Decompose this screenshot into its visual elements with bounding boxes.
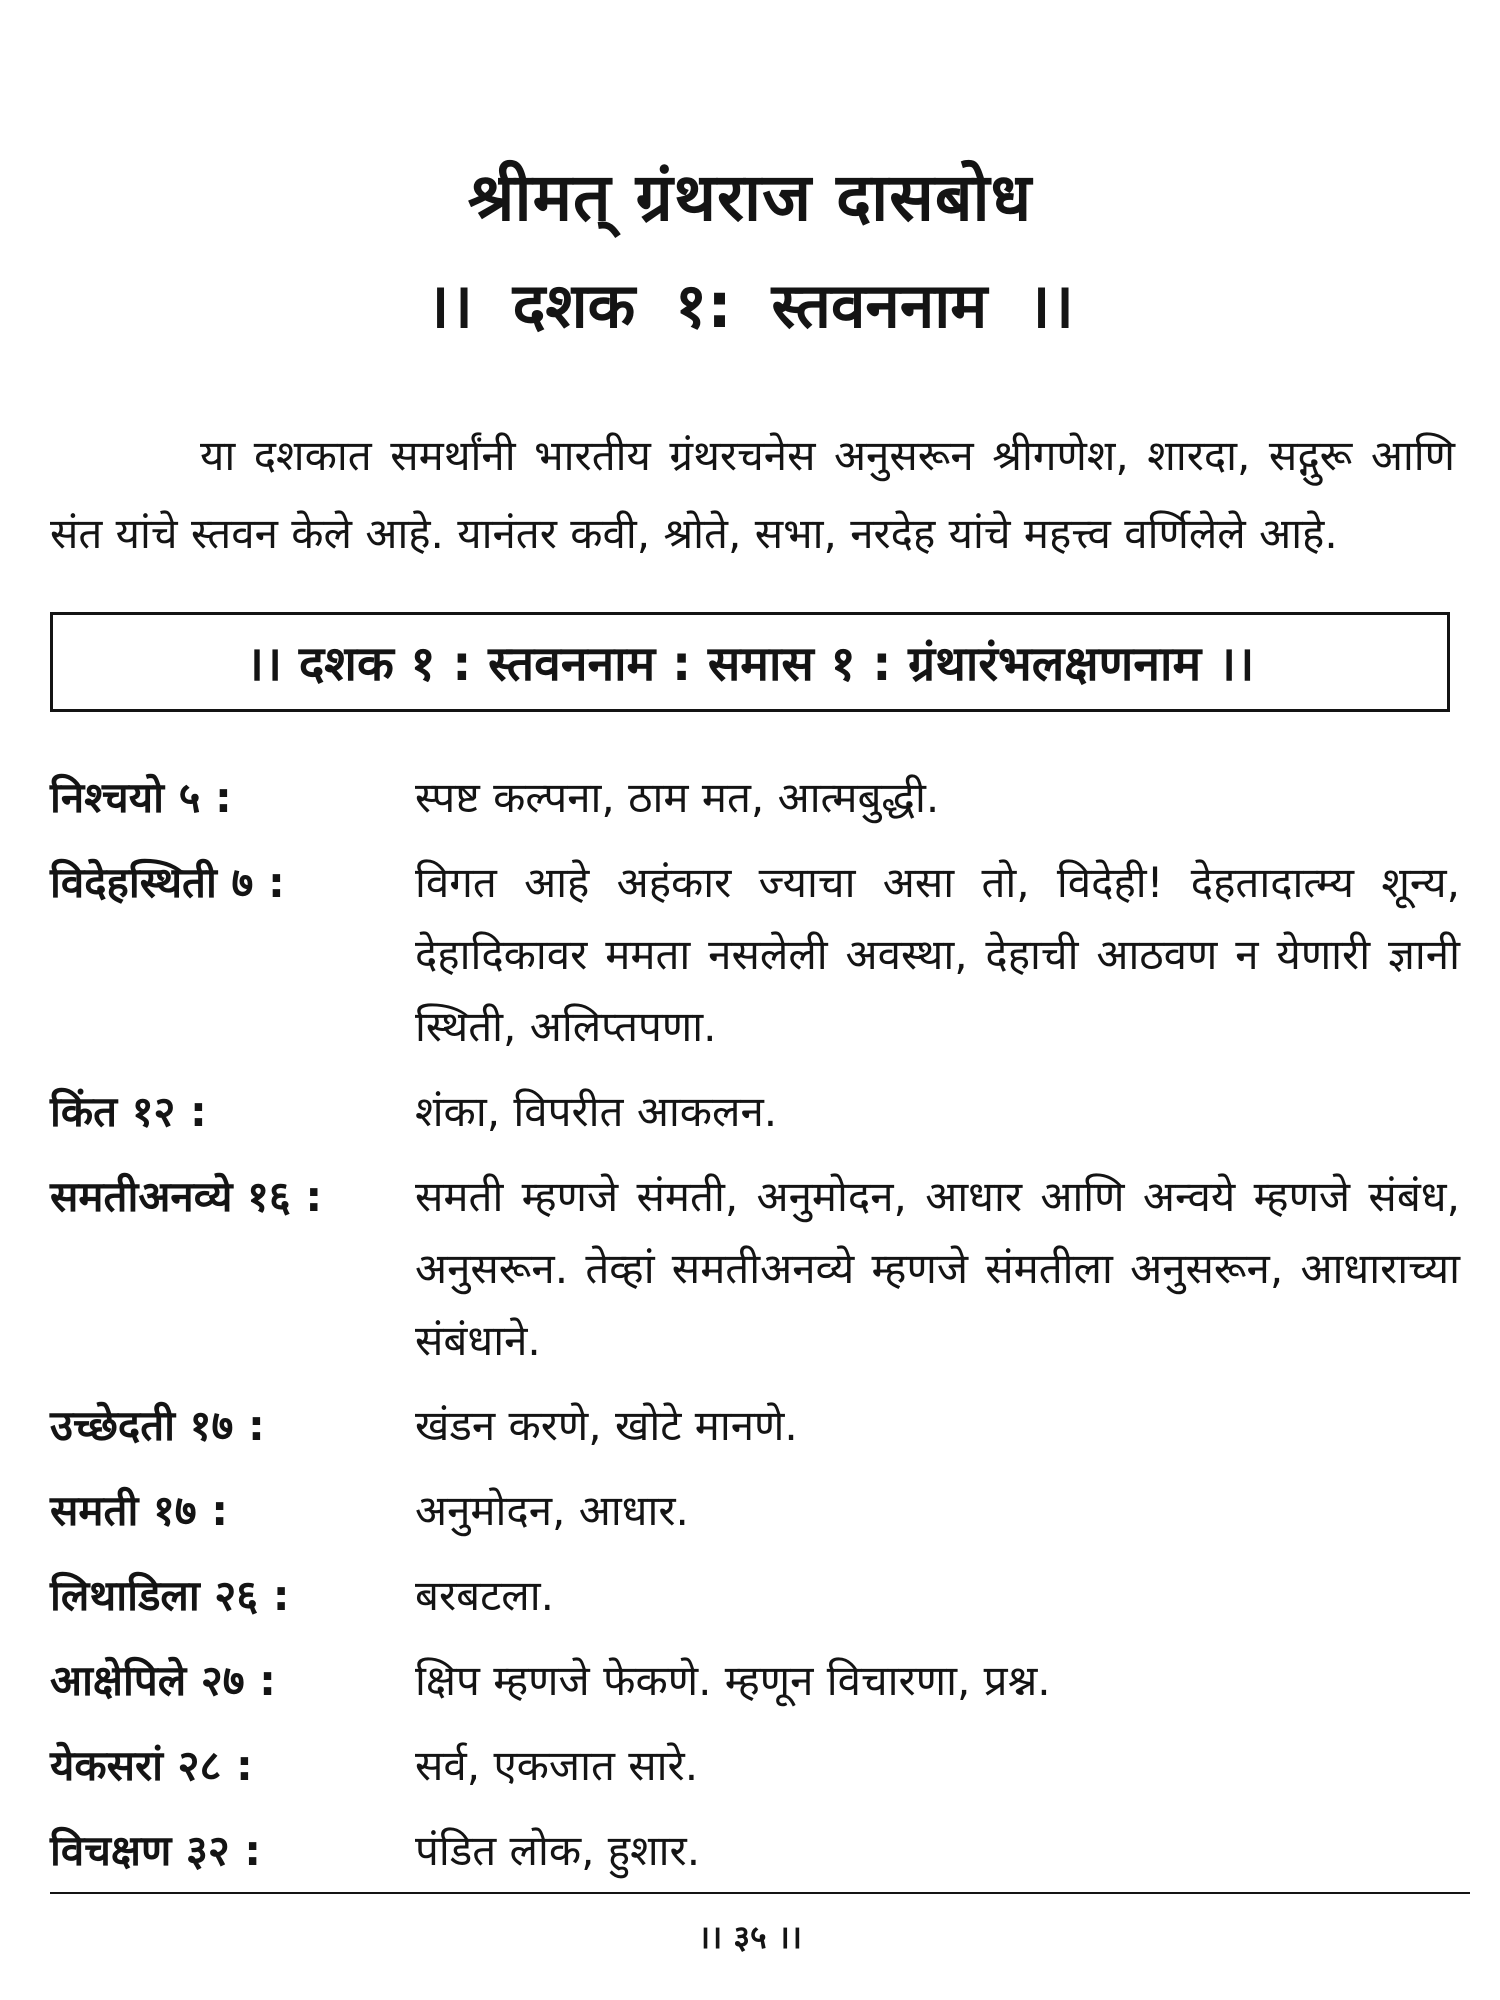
chapter-heading: ।। दशक १: स्तवननाम ।। xyxy=(426,269,1074,342)
glossary-list xyxy=(50,762,1460,1900)
glossary-term: लिथाडिला २६ : xyxy=(50,1571,290,1620)
glossary-meaning: विगत आहे अहंकार ज्याचा असा तो, विदेही! देहतादात्म्य शून्य, देहादिकावर ममता नसलेली अवस्था, देहाची आठवण न येणारी ज्ञानी स्थिती, अलिप्तपणा. xyxy=(415,858,1460,1051)
glossary-term: विदेहस्थिती ७ : xyxy=(50,858,285,907)
glossary-term: येकसरां २८ : xyxy=(50,1741,253,1790)
glossary-entry xyxy=(50,1560,1460,1632)
glossary-meaning: स्पष्ट कल्पना, ठाम मत, आत्मबुद्धी. xyxy=(415,773,940,822)
glossary-meaning: खंडन करणे, खोटे मानणे. xyxy=(415,1401,798,1450)
glossary-entry xyxy=(50,1730,1460,1802)
glossary-meaning: पंडित लोक, हुशार. xyxy=(415,1826,701,1875)
glossary-meaning: समती म्हणजे संमती, अनुमोदन, आधार आणि अन्वये म्हणजे संबंध, अनुसरून. तेव्हां समतीअनव्ये म्हणजे संमतीला अनुसरून, आधाराच्या संबंधाने. xyxy=(415,1172,1460,1365)
glossary-term: उच्छेदती १७ : xyxy=(50,1401,265,1450)
intro-paragraph: या दशकात समर्थांनी भारतीय ग्रंथरचनेस अनुसरून श्रीगणेश, शारदा, सद्गुरू आणि संत यांचे स्तवन केले आहे. यानंतर कवी, श्रोते, सभा, नरदेह यांचे महत्त्व वर्णिलेले आहे. xyxy=(50,431,1455,558)
glossary-meaning: सर्व, एकजात सारे. xyxy=(415,1741,699,1790)
section-heading: ।। दशक १ : स्तवननाम : समास १ : ग्रंथारंभलक्षणनाम ।। xyxy=(245,635,1255,692)
glossary-entry xyxy=(50,1161,1460,1377)
glossary-meaning: शंका, विपरीत आकलन. xyxy=(415,1087,778,1136)
footer-rule xyxy=(50,1892,1470,1894)
glossary-entry xyxy=(50,1076,1460,1148)
glossary-meaning: अनुमोदन, आधार. xyxy=(415,1486,689,1535)
glossary-entry xyxy=(50,1815,1460,1887)
section-heading-box xyxy=(50,612,1450,712)
glossary-term: निश्चयो ५ : xyxy=(50,773,232,822)
glossary-entry xyxy=(50,1645,1460,1717)
page-number: ।। ३५ ।। xyxy=(697,1918,803,1956)
glossary-term: आक्षेपिले २७ : xyxy=(50,1656,276,1705)
glossary-term: समती १७ : xyxy=(50,1486,229,1535)
glossary-entry xyxy=(50,1475,1460,1547)
glossary-meaning: बरबटला. xyxy=(415,1571,555,1620)
glossary-entry xyxy=(50,847,1460,1063)
glossary-term: विचक्षण ३२ : xyxy=(50,1826,262,1875)
glossary-entry xyxy=(50,762,1460,834)
book-title: श्रीमत् ग्रंथराज दासबोध xyxy=(467,159,1033,236)
glossary-entry xyxy=(50,1390,1460,1462)
glossary-term: समतीअनव्ये १६ : xyxy=(50,1172,323,1221)
glossary-meaning: क्षिप म्हणजे फेकणे. म्हणून विचारणा, प्रश्न. xyxy=(415,1656,1051,1705)
glossary-term: किंत १२ : xyxy=(50,1087,207,1136)
